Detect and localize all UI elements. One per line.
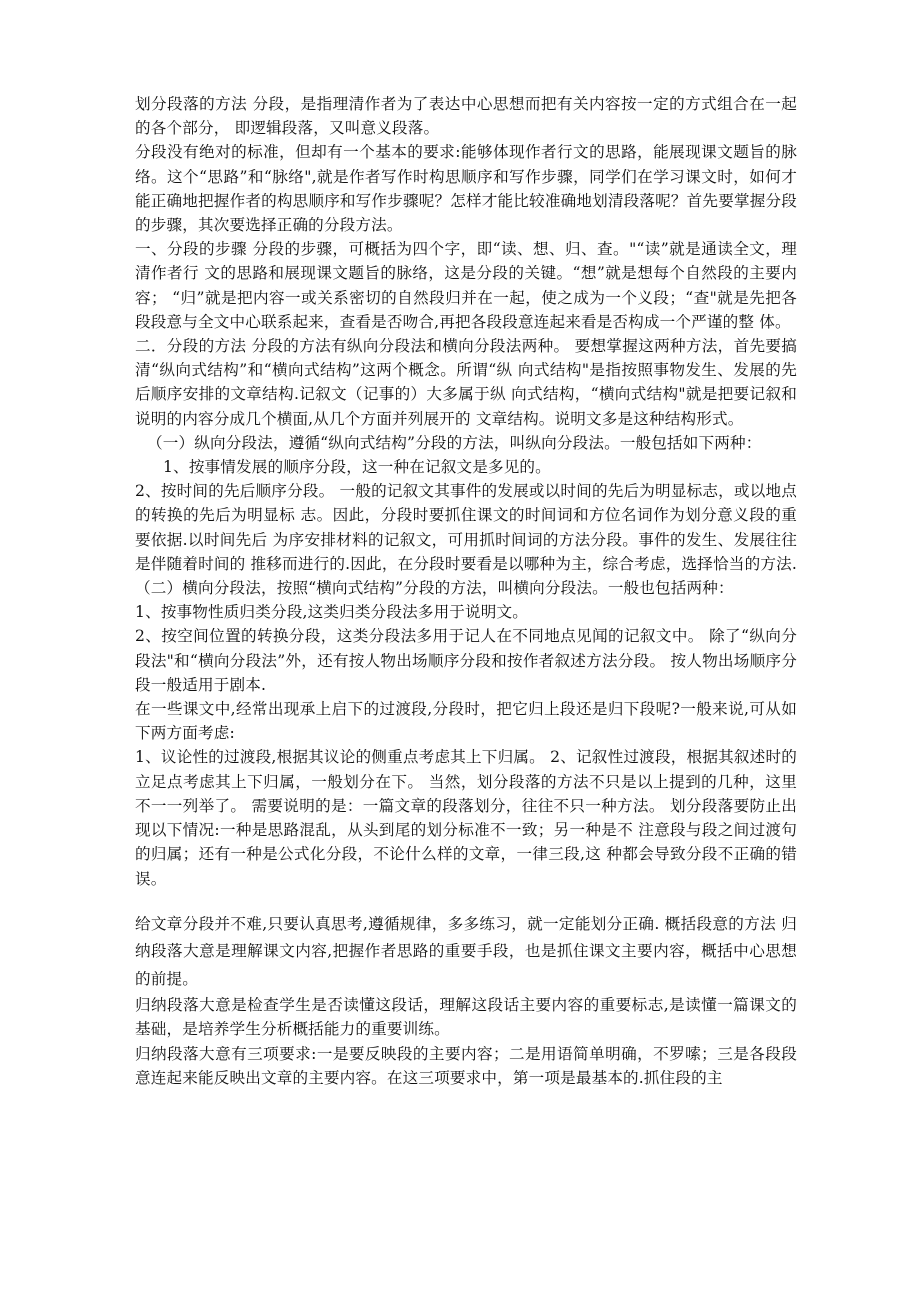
paragraph-standard: 分段没有绝对的标准，但却有一个基本的要求:能够体现作者行文的思路，能展现课文题旨的脉络。这个“思路”和“脉络",就是作者写作时构思顺序和写作步骤，同学们在学习课文时，如何才能正确地把握作者的构思顺序和写作步骤呢？怎样才能比较准确地划清段落呢？首先要掌握分段的步骤，其次要选择正确的分段方法。 [135,143,797,235]
paragraph-vertical-item-1: 1、按事情发展的顺序分段，这一种在记叙文是多见的。 [163,458,551,477]
paragraph-summary-method: 给文章分段并不难,只要认真思考,遵循规律，多多练习，就一定能划分正确. 概括段意的方法 归纳段落大意是理解课文内容,把握作者思路的重要手段，也是抓住课文主要内容，概括中心思想的前提。 [135,914,797,988]
paragraph-intro: 划分段落的方法 分段，是指理清作者为了表达中心思想而把有关内容按一定的方式组合在一起的各个部分， 即逻辑段落，又叫意义段落。 [135,95,797,138]
paragraph-summary-requirements: 归纳段落大意有三项要求:一是要反映段的主要内容；二是用语简单明确，不罗嗦；三是各段段意连起来能反映出文章的主要内容。在这三项要求中，第一项是最基本的.抓住段的主 [135,1044,797,1087]
paragraph-summary-importance: 归纳段落大意是检查学生是否读懂这段话，理解这段话主要内容的重要标志,是读懂一篇课文的基础，是培养学生分析概括能力的重要训练。 [135,996,797,1039]
paragraph-steps: 一、分段的步骤 分段的步骤，可概括为四个字，即“读、想、归、查。"“读”就是通读全文，理清作者行 文的思路和展现课文题旨的脉络，这是分段的关键。“想”就是想每个自然段的主要内容； “归”就是把内容一或关系密切的自然段归并在一起，使之成为一个义段；“查"就是先把各 段段意与全文中心联系起来，查看是否吻合,再把各段段意连起来看是否构成一个严谨的整 体。 [135,240,797,331]
paragraph-horizontal-item-1: 1、按事物性质归类分段,这类归类分段法多用于说明文。 [135,603,529,622]
paragraph-transition-types: 1、议论性的过渡段,根据其议论的侧重点考虑其上下归属。 2、记叙性过渡段，根据其叙述时的立足点考虑其上下归属，一般划分在下。 当然，划分段落的方法不只是以上提到的几种，这里不一一列举了。 需要说明的是：一篇文章的段落划分，往往不只一种方法。 划分段落要防止出现以下情况:一种是思路混乱，从头到尾的划分标准不一致；另一种是不 注意段与段之间过渡句的归属；还有一种是公式化分段，不论什么样的文章，一律三段,这 种都会导致分段不正确的错误。 [135,748,797,888]
paragraph-vertical-item-2: 2、按时间的先后顺序分段。 一般的记叙文其事件的发展或以时间的先后为明显标志，或以地点的转换的先后为明显标 志。因此，分段时要抓住课文的时间词和方位名词作为划分意义段的重要依据.以时间先后 为序安排材料的记叙文，可用抓时间词的方法分段。事件的发生、发展往往是伴随着时间的 推移而进行的.因此，在分段时要看是以哪种为主，综合考虑，选择恰当的方法.（二）横向分段法，按照“横向式结构”分段的方法，叫横向分段法。一般也包括两种： [135,482,797,598]
paragraph-transition: 在一些课文中,经常出现承上启下的过渡段,分段时，把它归上段还是归下段呢?一般来说,可从如下两方面考虑: [135,700,797,743]
paragraph-vertical-method: （一）纵向分段法，遵循“纵向式结构”分段的方法，叫纵向分段法。一般包括如下两种： [147,433,762,452]
document-body [135,92,797,1090]
paragraph-methods: 二．分段的方法 分段的方法有纵向分段法和横向分段法两种。 要想掌握这两种方法，首先要搞清“纵向式结构”和“横向式结构”这两个概念。所谓“纵 向式结构"是指按照事物发生、发展的先后顺序安排的文章结构.记叙文（记事的）大多属于纵 向式结构，“横向式结构"就是把要记叙和说明的内容分成几个横面,从几个方面并列展开的 文章结构。说明文多是这种结构形式。 [135,337,797,428]
paragraph-horizontal-item-2: 2、按空间位置的转换分段，这类分段法多用于记人在不同地点见闻的记叙文中。 除了“纵向分段法"和“横向分段法”外，还有按人物出场顺序分段和按作者叙述方法分段。 按人物出场顺序分段一般适用于剧本. [135,627,797,694]
